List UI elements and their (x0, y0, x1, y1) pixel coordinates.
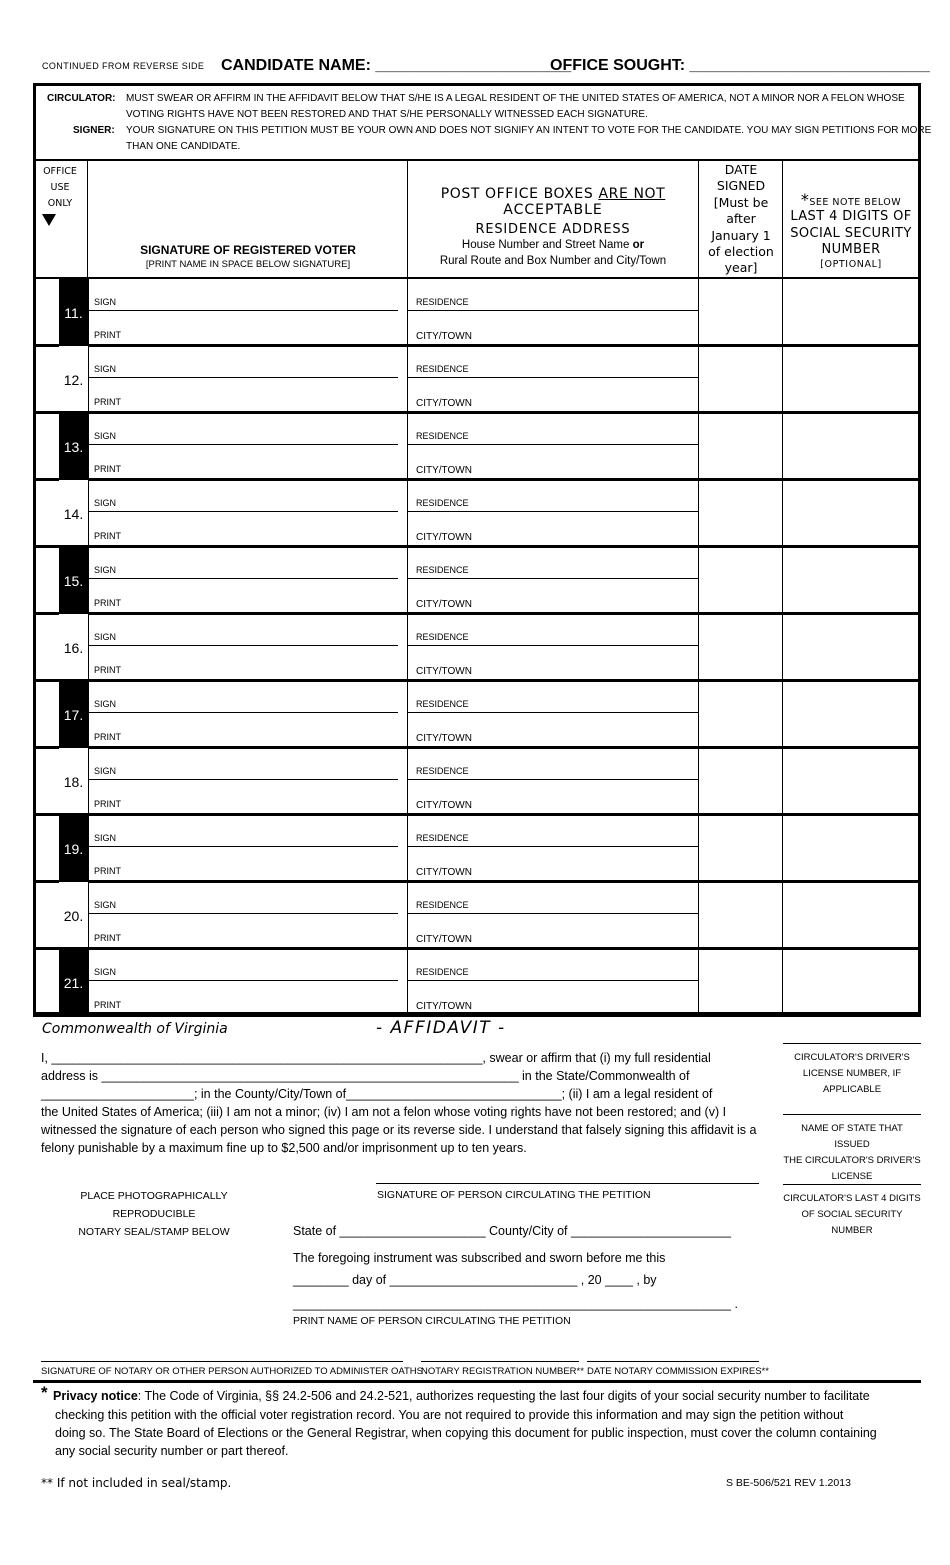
table-row (33, 815, 921, 882)
affidavit-line-1[interactable]: I, ______________________________________________________________, swear or affirm that (i) my full residential (41, 1051, 711, 1065)
divider (88, 346, 89, 413)
office-sought-label[interactable]: OFFICE SOUGHT: ___________________________ (550, 57, 930, 74)
residence-label: RESIDENCE (416, 900, 469, 910)
city-label: CITY/TOWN (416, 465, 472, 476)
foregoing-text: The foregoing instrument was subscribed and sworn before me this (293, 1251, 666, 1265)
ssn-header (783, 190, 919, 270)
print-name-blank[interactable]: _______________________________________________________________ . (293, 1297, 738, 1311)
print-label: PRINT (94, 598, 121, 608)
circ-license-2: LICENSE NUMBER, IF (802, 1068, 902, 1079)
signer-label: SIGNER: (73, 125, 115, 136)
ssn-note: SEE NOTE BELOW (809, 197, 902, 208)
row-number: 17. (59, 681, 88, 748)
print-label: PRINT (94, 732, 121, 742)
row-divider (33, 1014, 921, 1017)
circ-license-3: APPLICABLE (822, 1084, 882, 1095)
print-label: PRINT (94, 330, 121, 340)
residence-label: RESIDENCE (416, 833, 469, 843)
date-7: year] (724, 260, 758, 276)
residence-line[interactable] (408, 377, 698, 378)
residence-sub-1-text: House Number and Street Name (461, 239, 630, 251)
row-number: 15. (59, 547, 88, 614)
sign-line[interactable] (88, 377, 398, 378)
state-issued-1: NAME OF STATE THAT ISSUED (801, 1123, 903, 1150)
divider (88, 815, 89, 882)
sign-label: SIGN (94, 900, 117, 910)
row-number: 14. (59, 480, 88, 547)
sign-line[interactable] (88, 779, 398, 780)
residence-line[interactable] (408, 310, 698, 311)
divider (88, 547, 89, 614)
table-row (33, 480, 921, 547)
sign-line[interactable] (88, 712, 398, 713)
circulator-license-label (783, 1050, 921, 1098)
privacy-line-1 (53, 1387, 870, 1405)
city-label: CITY/TOWN (416, 800, 472, 811)
sign-label: SIGN (94, 632, 117, 642)
date-4: after (726, 211, 756, 227)
row-number: 20. (59, 882, 88, 949)
down-triangle-icon (42, 214, 56, 226)
residence-label: RESIDENCE (416, 766, 469, 776)
residence-line[interactable] (408, 578, 698, 579)
notary-exp-line[interactable] (587, 1361, 759, 1362)
city-label: CITY/TOWN (416, 532, 472, 543)
city-label: CITY/TOWN (416, 398, 472, 409)
divider (88, 748, 89, 815)
divider (88, 279, 89, 346)
date-6: of election (708, 244, 774, 260)
circulator-text-1: MUST SWEAR OR AFFIRM IN THE AFFIDAVIT BELOW THAT S/HE IS A LEGAL RESIDENT OF THE UNITED STATES OF AMERICA, NOT A MINOR NOR A FELON WHOSE (126, 93, 905, 104)
state-issued-3: LICENSE (831, 1171, 873, 1182)
notary-seal-label (41, 1187, 267, 1241)
state-issued-line[interactable] (783, 1114, 921, 1115)
row-number: 19. (59, 815, 88, 882)
circulator-label: CIRCULATOR: (47, 93, 116, 104)
print-name-label: PRINT NAME OF PERSON CIRCULATING THE PETITION (293, 1315, 571, 1327)
asterisk-icon: * (800, 190, 810, 209)
table-row (33, 547, 921, 614)
sign-label: SIGN (94, 431, 117, 441)
notary-seal-1: PLACE PHOTOGRAPHICALLY REPRODUCIBLE (80, 1190, 228, 1220)
privacy-line-2: checking this petition with the official voter registration record. You are not required to provide this information and may sign the petition without (55, 1408, 844, 1422)
residence-header (408, 186, 698, 269)
row-number: 13. (59, 413, 88, 480)
residence-line[interactable] (408, 846, 698, 847)
city-label: CITY/TOWN (416, 934, 472, 945)
residence-label: RESIDENCE (416, 364, 469, 374)
notary-signature-line[interactable] (41, 1361, 403, 1362)
residence-label: RESIDENCE (416, 967, 469, 977)
city-label: CITY/TOWN (416, 1001, 472, 1012)
state-issued-2: THE CIRCULATOR'S DRIVER'S (783, 1155, 921, 1166)
table-row (33, 949, 921, 1016)
residence-or: or (632, 239, 645, 251)
residence-line[interactable] (408, 511, 698, 512)
signer-text-1: YOUR SIGNATURE ON THIS PETITION MUST BE YOUR OWN AND DOES NOT SIGNIFY AN INTENT TO VOTE FOR THE CANDIDATE. YOU MAY SIGN PETITIONS FOR MORE (126, 125, 932, 136)
sign-label: SIGN (94, 498, 117, 508)
table-row (33, 748, 921, 815)
divider (88, 480, 89, 547)
circ-license-1: CIRCULATOR'S DRIVER'S (794, 1052, 910, 1063)
row-number: 11. (59, 279, 88, 346)
privacy-label: Privacy notice (53, 1389, 138, 1403)
residence-sub-2: Rural Route and Box Number and City/Town (439, 255, 667, 267)
privacy-line-4: any social security number or part thereof. (55, 1444, 289, 1458)
notary-reg-label: NOTARY REGISTRATION NUMBER** (421, 1366, 584, 1377)
print-label: PRINT (94, 799, 121, 809)
circulator-signature-label: SIGNATURE OF PERSON CIRCULATING THE PETITION (377, 1189, 651, 1201)
sign-line[interactable] (88, 310, 398, 311)
ssn-1: LAST 4 DIGITS OF (790, 209, 912, 224)
commonwealth-label: Commonwealth of Virginia (42, 1021, 228, 1037)
table-row (33, 681, 921, 748)
continued-label: CONTINUED FROM REVERSE SIDE (42, 61, 205, 71)
po-boxes-underlined: ARE NOT (598, 186, 666, 202)
row-number: 21. (59, 949, 88, 1016)
affidavit-title: - AFFIDAVIT - (376, 1018, 506, 1038)
notary-signature-label: SIGNATURE OF NOTARY OR OTHER PERSON AUTHORIZED TO ADMINISTER OATHS (41, 1366, 423, 1377)
sign-line[interactable] (88, 846, 398, 847)
ssn-2: SOCIAL SECURITY (790, 225, 912, 241)
notary-exp-label: DATE NOTARY COMMISSION EXPIRES** (587, 1366, 769, 1377)
office-use-line-1: OFFICE (43, 166, 77, 177)
table-row (33, 614, 921, 681)
date-3: [Must be (713, 194, 769, 210)
sign-label: SIGN (94, 699, 117, 709)
sign-line[interactable] (88, 444, 398, 445)
residence-title: RESIDENCE ADDRESS (475, 222, 631, 237)
sign-label: SIGN (94, 766, 117, 776)
print-label: PRINT (94, 1000, 121, 1010)
city-label: CITY/TOWN (416, 599, 472, 610)
signature-subtitle: [PRINT NAME IN SPACE BELOW SIGNATURE] (145, 259, 351, 270)
affidavit-line-2[interactable]: address is ____________________________________________________________ in the State/Commonwealth of (41, 1069, 690, 1083)
residence-line[interactable] (408, 444, 698, 445)
residence-label: RESIDENCE (416, 498, 469, 508)
form-id: S BE-506/521 REV 1.2013 (726, 1477, 851, 1489)
office-use-line-2: USE (50, 182, 70, 193)
state-issued-label (783, 1121, 921, 1185)
residence-line[interactable] (408, 913, 698, 914)
instructions-divider (33, 159, 921, 161)
print-label: PRINT (94, 464, 121, 474)
residence-line[interactable] (408, 645, 698, 646)
print-label: PRINT (94, 665, 121, 675)
residence-label: RESIDENCE (416, 297, 469, 307)
residence-label: RESIDENCE (416, 431, 469, 441)
affidavit-line-3[interactable]: ______________________; in the County/City/Town of_______________________________; (ii) I am a legal resident of (41, 1087, 713, 1101)
table-row (33, 346, 921, 413)
divider (88, 413, 89, 480)
row-number: 16. (59, 614, 88, 681)
print-label: PRINT (94, 866, 121, 876)
divider (88, 882, 89, 949)
table-row (33, 279, 921, 346)
sign-line[interactable] (88, 578, 398, 579)
privacy-text-1: : The Code of Virginia, §§ 24.2-506 and 24.2-521, authorizes requesting the last four digits of your social security number to facilitate (137, 1389, 870, 1403)
privacy-asterisk: * (41, 1383, 48, 1402)
divider (88, 949, 89, 1016)
office-use-header (36, 164, 84, 226)
residence-label: RESIDENCE (416, 565, 469, 575)
circ-ssn-label (783, 1191, 921, 1239)
circ-ssn-1: CIRCULATOR'S LAST 4 DIGITS (783, 1193, 921, 1204)
date-2: SIGNED (716, 178, 766, 194)
circ-ssn-3: NUMBER (831, 1225, 873, 1236)
residence-line[interactable] (408, 779, 698, 780)
circulator-text-2: VOTING RIGHTS HAVE NOT BEEN RESTORED AND THAT S/HE PERSONALLY WITNESSED EACH SIGNATURE. (126, 109, 648, 120)
residence-line[interactable] (408, 712, 698, 713)
sign-label: SIGN (94, 565, 117, 575)
sign-label: SIGN (94, 833, 117, 843)
privacy-divider (33, 1380, 921, 1383)
notary-seal-2: NOTARY SEAL/STAMP BELOW (78, 1226, 230, 1238)
office-use-line-3: ONLY (47, 198, 73, 209)
signature-title: SIGNATURE OF REGISTERED VOTER (140, 243, 356, 257)
row-number: 18. (59, 748, 88, 815)
city-label: CITY/TOWN (416, 666, 472, 677)
circ-ssn-2: OF SOCIAL SECURITY (801, 1209, 903, 1220)
sign-label: SIGN (94, 364, 117, 374)
city-label: CITY/TOWN (416, 331, 472, 342)
signature-header (88, 243, 408, 270)
acceptable-text: ACCEPTABLE (503, 202, 603, 218)
table-row (33, 882, 921, 949)
date-1: DATE (724, 162, 758, 177)
residence-label: RESIDENCE (416, 632, 469, 642)
license-line[interactable] (783, 1043, 921, 1044)
sign-line[interactable] (88, 511, 398, 512)
footer-note: ** If not included in seal/stamp. (41, 1476, 232, 1490)
state-of-line[interactable]: State of _____________________ County/City of _______________________ (293, 1224, 731, 1238)
sign-line[interactable] (88, 645, 398, 646)
affidavit-line-5: witnessed the signature of each person who signed this page or its reverse side. I understand that falsely signing this affidavit is a (41, 1123, 757, 1137)
residence-label: RESIDENCE (416, 699, 469, 709)
day-of-line[interactable]: ________ day of ___________________________ , 20 ____ , by (293, 1273, 657, 1287)
date-5: January 1 (711, 227, 771, 243)
sign-label: SIGN (94, 967, 117, 977)
circulator-signature-line[interactable] (376, 1183, 759, 1184)
po-boxes-text: POST OFFICE BOXES (440, 186, 594, 202)
affidavit-line-6: felony punishable by a maximum fine up to $2,500 and/or imprisonment up to ten years. (41, 1141, 527, 1155)
ssn-3: NUMBER (821, 242, 881, 257)
city-label: CITY/TOWN (416, 733, 472, 744)
print-label: PRINT (94, 397, 121, 407)
candidate-name-label[interactable]: CANDIDATE NAME: ______________________ (221, 57, 572, 74)
print-label: PRINT (94, 531, 121, 541)
po-boxes-line (408, 186, 698, 202)
print-label: PRINT (94, 933, 121, 943)
ssn-optional: [OPTIONAL] (820, 258, 882, 270)
circ-ssn-line[interactable] (783, 1184, 921, 1185)
signer-text-2: THAN ONE CANDIDATE. (126, 141, 241, 152)
notary-reg-line[interactable] (421, 1361, 579, 1362)
divider (88, 681, 89, 748)
row-number: 12. (59, 346, 88, 413)
residence-line[interactable] (408, 980, 698, 981)
divider (87, 160, 88, 278)
privacy-line-3: doing so. The State Board of Elections or the General Registrar, when copying this document for public inspection, must cover the column containing (55, 1426, 877, 1440)
sign-line[interactable] (88, 913, 398, 914)
city-label: CITY/TOWN (416, 867, 472, 878)
sign-label: SIGN (94, 297, 117, 307)
affidavit-line-4: the United States of America; (iii) I am not a minor; (iv) I am not a felon whose voting rights have not been restored; and (v) I (41, 1105, 727, 1119)
residence-sub-1 (408, 237, 698, 253)
date-header (699, 162, 783, 277)
sign-line[interactable] (88, 980, 398, 981)
table-row (33, 413, 921, 480)
divider (88, 614, 89, 681)
